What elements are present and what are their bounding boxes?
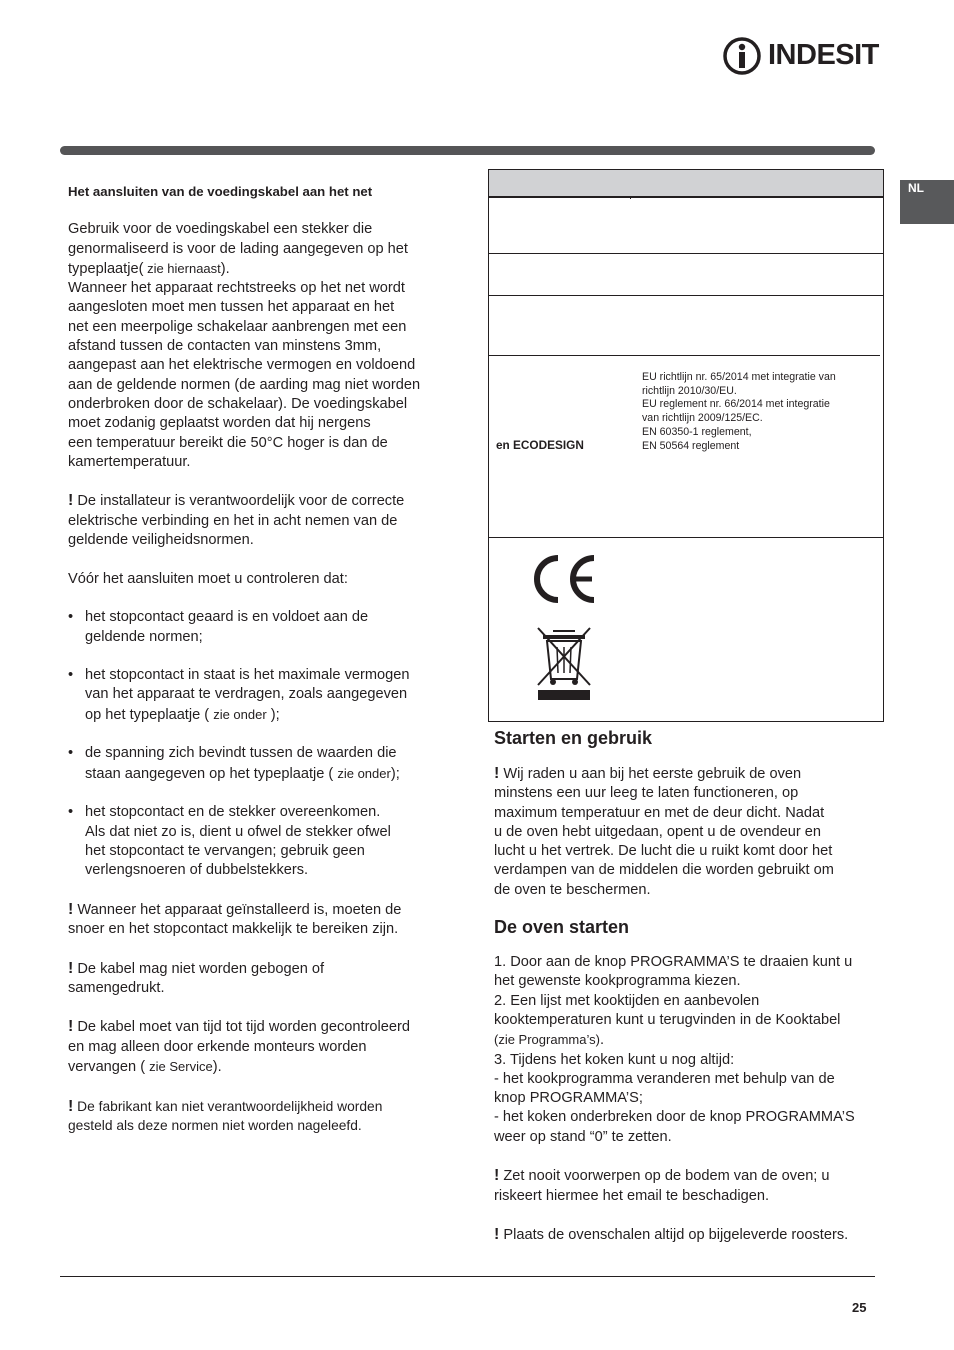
top-divider [60,146,875,155]
paragraph-line: aangepast aan het elektrische vermogen en voldoend [68,357,416,374]
warning-line: elektrische verbinding en het in acht nemen van de [68,512,398,529]
cross-reference: zie onder [337,765,391,781]
paragraph-line: 1. Door aan de knop PROGRAMMA’S te draaien kunt u [494,954,853,971]
paragraph-line: - het kookprogramma veranderen met behulp van de [494,1070,835,1087]
bullet-mark: • [68,745,74,762]
paragraph-line: maximum temperatuur en met de deur dicht. Nadat [494,804,825,821]
warning-line: ! Plaats de ovenschalen altijd op bijgeleverde roosters. [494,1226,849,1244]
paragraph-line: 2. Een lijst met kooktijden en aanbevolen [494,992,760,1009]
paragraph-line: net een meerpolige schakelaar aanbrengen met een [68,318,407,335]
warning-mark: ! [68,900,74,918]
paragraph-line: Gebruik voor de voedingskabel een stekker die [68,221,373,238]
paragraph-line: de oven te beschermen. [494,881,651,898]
warning-mark: ! [68,492,74,510]
cross-reference: zie hiernaast [143,260,221,276]
paragraph-line: verdampen van de middelen die worden gebruikt om [494,862,834,879]
bullet-item: • het stopcontact geaard is en voldoet aan de geldende normen; [68,609,369,645]
warning-mark: ! [494,1226,500,1244]
regulation-line: richtlijn 2010/30/EU. [642,384,737,397]
language-tab [900,180,954,224]
right-column [494,726,879,1246]
paragraph-line: genormaliseerd is voor de lading aangegeven op het [68,240,408,257]
warning-line: vervangen ( zie Service). [68,1059,222,1076]
paragraph-line: (zie Programma’s). [494,1032,605,1049]
regulation-line: van richtlijn 2009/125/EC. [642,412,763,425]
page-number: 25 [852,1300,867,1315]
bullet-mark: • [68,804,74,821]
paragraph-line: Wanneer het apparaat rechtstreeks op het net wordt [68,280,405,297]
warning-mark: ! [494,1167,500,1185]
warning-line: ! De fabrikant kan niet verantwoordelijkheid worden [68,1097,383,1115]
paragraph-line: moet zodanig geplaatst worden dat hij nergens [68,415,371,432]
warning-line: riskeert hiermee het email te beschadigen. [494,1187,769,1204]
regulation-line: EU reglement nr. 66/2014 met integratie [642,398,830,411]
warning-line: en mag alleen door erkende monteurs worden [68,1038,367,1055]
warning-line: ! De kabel moet van tijd tot tijd worden gecontroleerd [68,1018,410,1036]
cross-reference: (zie Programma’s) [494,1032,600,1048]
paragraph-line: - het koken onderbreken door de knop PROGRAMMA’S [494,1109,855,1126]
warning-mark: ! [68,1097,74,1115]
check-intro: Vóór het aansluiten moet u controleren dat: [68,570,348,587]
paragraph-line: kamertemperatuur. [68,453,191,470]
ecodesign-label: en ECODESIGN [496,438,584,452]
bullet-item: • het stopcontact in staat is het maximale vermogen van het apparaat te verdragen, zoals aangegeven op het typeplaatje ( zie onder ); [68,667,410,723]
regulations-list [642,371,857,453]
bottom-divider [60,1276,875,1277]
paragraph-line: typeplaatje( zie hiernaast). [68,260,230,277]
paragraph-line: u de oven hebt uitgedaan, opent u de ovendeur en [494,823,822,840]
section-heading: Starten en gebruik [494,728,653,748]
warning-line: ! Zet nooit voorwerpen op de bodem van de oven; u [494,1167,830,1185]
paragraph-line: een temperatuur bereikt die 50°C hoger is dan de [68,434,388,451]
section-heading: Het aansluiten van de voedingskabel aan het net [68,184,373,199]
left-column [68,182,453,1135]
regulation-line: EU richtlijn nr. 65/2014 met integratie van [642,371,836,383]
ce-mark-icon [528,552,598,606]
warning-line: ! Wij raden u aan bij het eerste gebruik de oven [494,765,802,782]
warning-mark: ! [494,765,500,782]
paragraph-line: kooktemperaturen kunt u terugvinden in de Kooktabel [494,1011,841,1028]
paragraph-line: onderbroken door de schakelaar). De voedingskabel [68,395,408,412]
bullet-item: • het stopcontact en de stekker overeenkomen. Als dat niet zo is, dient u ofwel de stekker ofwel het stopcontact te vervangen; gebruik geen verlengsnoeren of dubbelstekkers. [68,804,391,879]
warning-line: samengedrukt. [68,979,165,996]
paragraph-line: 3. Tijdens het koken kunt u nog altijd: [494,1051,735,1068]
paragraph-line: minstens een uur leeg te laten functioneren, op [494,785,799,802]
paragraph-line: afstand tussen de contacten van minstens 3mm, [68,338,382,355]
cross-reference: zie Service [149,1059,213,1075]
crossed-bin-icon [535,625,593,703]
cross-reference: zie onder [213,706,267,722]
paragraph-line: lucht u het vertrek. De lucht die u ruikt komt door het [494,843,833,860]
warning-line: gesteld als deze normen niet worden nageleefd. [68,1117,362,1133]
paragraph-line: het gewenste kookprogramma kiezen. [494,973,741,990]
regulation-line: EN 60350-1 reglement, [642,425,752,438]
bullet-mark: • [68,667,74,684]
warning-mark: ! [68,1018,74,1036]
section-heading: De oven starten [494,917,630,938]
warning-line: ! De installateur is verantwoordelijk voor de correcte [68,492,405,510]
bullet-mark: • [68,609,74,626]
paragraph-line: weer op stand “0” te zetten. [494,1128,672,1145]
warning-line: ! De kabel mag niet worden gebogen of [68,959,325,977]
bullet-item: • de spanning zich bevindt tussen de waarden die staan aangegeven op het typeplaatje ( zie onder); [68,745,400,782]
paragraph-line: knop PROGRAMMA’S; [494,1090,643,1107]
warning-line: ! Wanneer het apparaat geïnstalleerd is, moeten de [68,900,402,918]
paragraph-line: aangesloten moet men tussen het apparaat en het [68,299,395,316]
table-header [488,169,884,197]
regulation-line: EN 50564 reglement [642,439,740,452]
warning-line: geldende veiligheidsnormen. [68,532,254,549]
warning-mark: ! [68,959,74,977]
warning-line: snoer en het stopcontact makkelijk te bereiken zijn. [68,920,399,937]
brand-name: INDESIT [768,39,879,71]
language-label: NL [908,181,924,195]
paragraph-line: aan de geldende normen (de aarding mag niet worden [68,376,421,393]
